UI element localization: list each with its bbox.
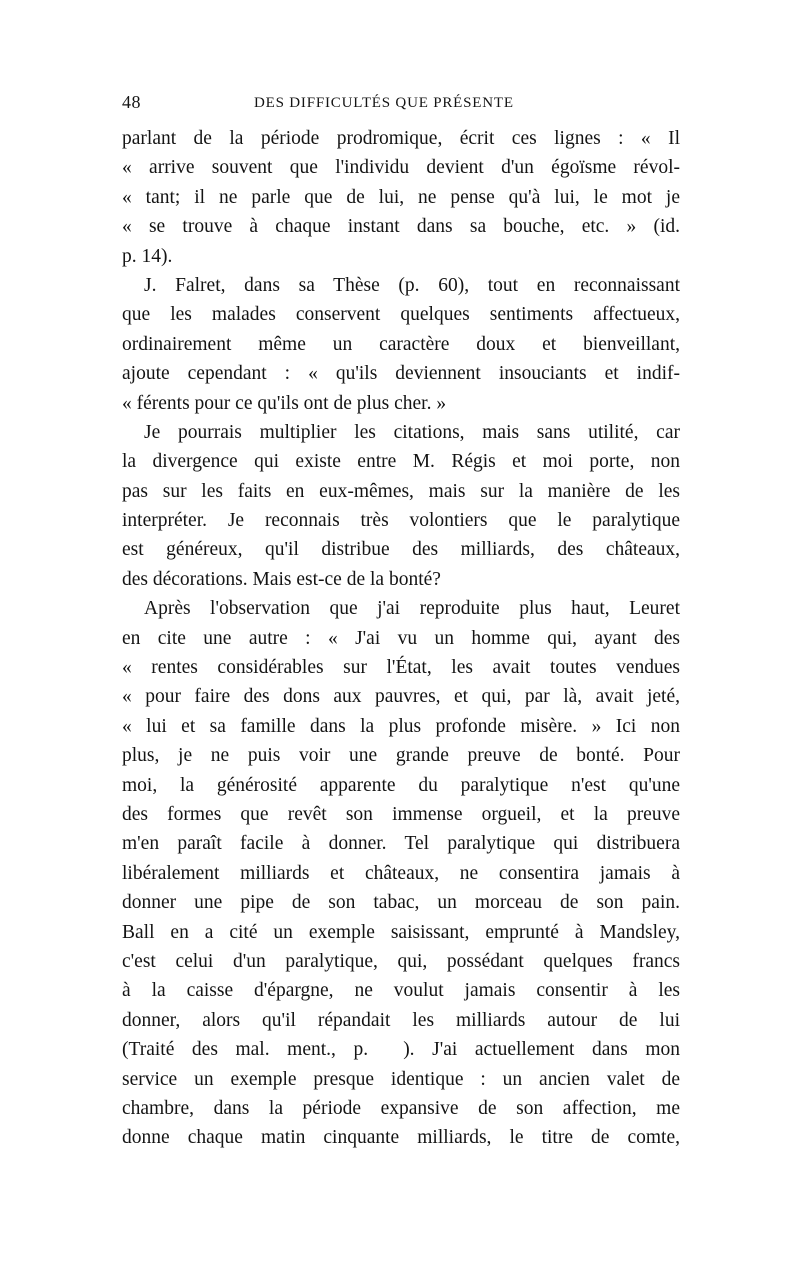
text-line: m'en paraît facile à donner. Tel paralytique qui distribuera xyxy=(122,833,680,855)
text-line: « pour faire des dons aux pauvres, et qui, par là, avait jeté, xyxy=(122,686,680,708)
running-head: DES DIFFICULTÉS QUE PRÉSENTE xyxy=(254,95,514,111)
text-line: plus, je ne puis voir une grande preuve de bonté. Pour xyxy=(122,745,680,767)
text-line: libéralement milliards et châteaux, ne consentira jamais à xyxy=(122,862,680,884)
text-line: donne chaque matin cinquante milliards, le titre de comte, xyxy=(122,1127,680,1149)
text-line: des formes que revêt son immense orgueil, et la preuve xyxy=(122,803,680,825)
text-line: « férents pour ce qu'ils ont de plus cher. » xyxy=(122,392,447,414)
text-line: « tant; il ne parle que de lui, ne pense qu'à lui, le mot je xyxy=(122,186,680,208)
text-line: pas sur les faits en eux-mêmes, mais sur la manière de les xyxy=(122,480,680,502)
text-line: c'est celui d'un paralytique, qui, possédant quelques francs xyxy=(122,950,680,972)
text-line: « arrive souvent que l'individu devient d'un égoïsme révol- xyxy=(122,157,680,179)
text-line: des décorations. Mais est-ce de la bonté? xyxy=(122,568,441,590)
text-line: parlant de la période prodromique, écrit ces lignes : « Il xyxy=(122,128,680,149)
text-line: donner une pipe de son tabac, un morceau de son pain. xyxy=(122,892,680,914)
page-header xyxy=(122,92,680,118)
text-line: (Traité des mal. ment., p. ). J'ai actuellement dans mon xyxy=(122,1039,680,1061)
text-line: que les malades conservent quelques sentiments affectueux, xyxy=(122,304,680,326)
text-line: ajoute cependant : « qu'ils deviennent insouciants et indif- xyxy=(122,363,680,385)
text-line: Ball en a cité un exemple saisissant, emprunté à Mandsley, xyxy=(122,921,680,943)
body-text xyxy=(122,124,680,1153)
text-line: Je pourrais multiplier les citations, mais sans utilité, car xyxy=(144,421,680,443)
text-line: moi, la générosité apparente du paralytique n'est qu'une xyxy=(122,774,680,796)
text-line: est généreux, qu'il distribue des milliards, des châteaux, xyxy=(122,539,680,561)
text-line: la divergence qui existe entre M. Régis et moi porte, non xyxy=(122,451,680,473)
text-line: service un exemple presque identique : un ancien valet de xyxy=(122,1068,680,1090)
text-line: donner, alors qu'il répandait les milliards autour de lui xyxy=(122,1009,680,1031)
text-line: interpréter. Je reconnais très volontiers que le paralytique xyxy=(122,510,680,532)
text-line: J. Falret, dans sa Thèse (p. 60), tout en reconnaissant xyxy=(144,274,680,296)
text-line: Après l'observation que j'ai reproduite plus haut, Leuret xyxy=(144,598,680,620)
text-line: en cite une autre : « J'ai vu un homme qui, ayant des xyxy=(122,627,680,649)
page-number: 48 xyxy=(122,92,141,112)
text-line: « se trouve à chaque instant dans sa bouche, etc. » (id. xyxy=(122,216,680,238)
text-line: ordinairement même un caractère doux et bienveillant, xyxy=(122,333,680,355)
text-line: chambre, dans la période expansive de son affection, me xyxy=(122,1097,680,1119)
text-line: à la caisse d'épargne, ne voulut jamais consentir à les xyxy=(122,980,680,1002)
book-page xyxy=(122,92,680,1153)
text-line: « lui et sa famille dans la plus profonde misère. » Ici non xyxy=(122,715,680,737)
text-line: « rentes considérables sur l'État, les avait toutes vendues xyxy=(122,657,680,679)
text-line: p. 14). xyxy=(122,245,173,267)
